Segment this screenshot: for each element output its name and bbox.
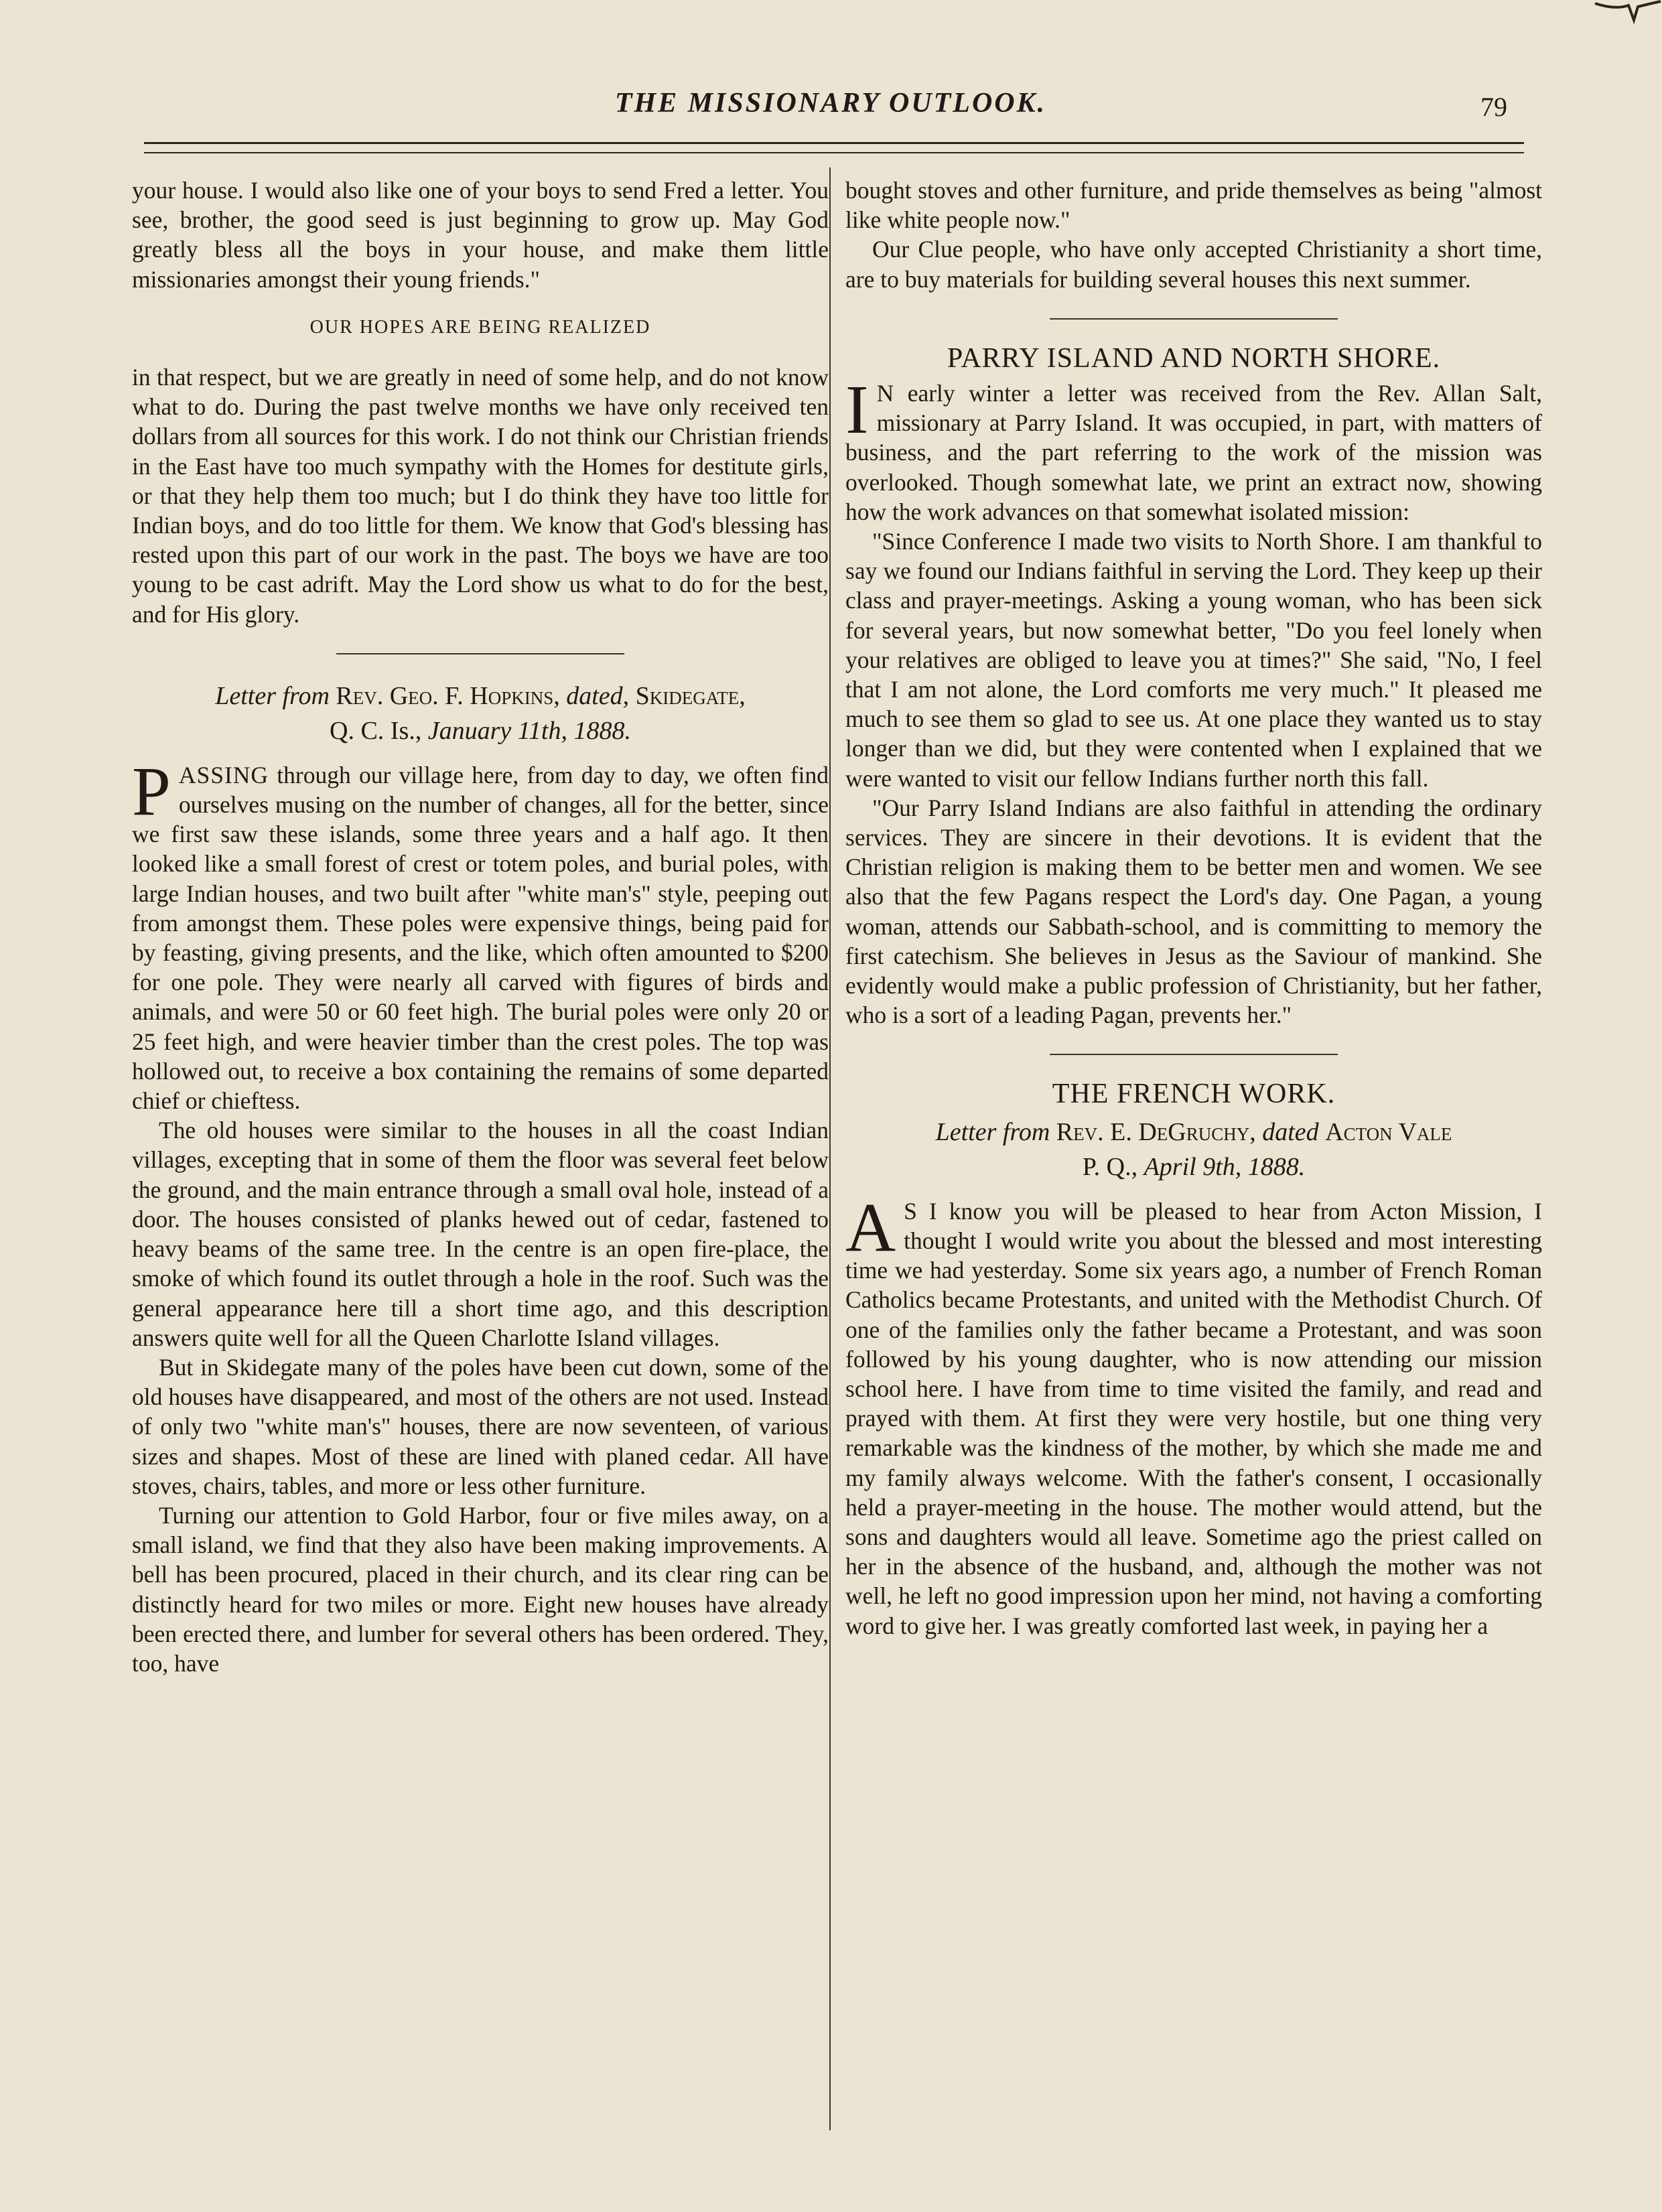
paragraph [845,1188,1542,1641]
paragraph-text: N early winter a letter was received from the Rev. Allan Salt, missionary at Parry Island. It was occupied, in part, with matters of business, and the part referring to the work of the mission was overlooked. Though somewhat late, we print an extract now, showing how the work advances on that somewhat isolated mission: [845,380,1542,525]
column-divider [829,167,831,2130]
letter-heading [845,1115,1542,1184]
letter-place-2: P. Q., [1082,1152,1138,1181]
header-rule [144,142,1524,153]
paragraph: "Since Conference I made two visits to North Shore. I am thankful to say we found our Indians faithful in serving the Lord. They keep up their class and prayer-meetings. Asking a young woman, who has been sick for several years, but now somewhat better, "Do you feel lonely when your relatives are obliged to leave you at times?" She said, "No, I feel that I am not alone, the Lord comforts me very much." It pleased me much to see them so glad to see us. At one place they wanted us to stay longer than we did, but they were contented when I explained that we were wanted to visit our fellow Indians further north this fall. [845,528,1542,792]
letter-dated: dated, [566,681,630,710]
letter-prefix: Letter from [215,681,330,710]
letter-dated: dated [1262,1117,1319,1146]
section-rule [1050,1054,1338,1055]
corner-ink-mark [1582,0,1662,40]
paragraph: "Our Parry Island Indians are also faithful in attending the ordinary services. They are sincere in their devotions. It is evident that the Christian religion is making them to be better men and women. We see also that the few Pagans respect the Lord's day. One Pagan, a young woman, attends our Sabbath-school, and is committing to memory the first catechism. She believes in Jesus as the Saviour of mankind. She evidently would make a public profession of Christianity, but her father, who is a sort of a leading Pagan, prevents her." [845,794,1542,1029]
letter-place-2: Q. C. Is., [330,716,422,745]
letter-heading [132,679,829,748]
section-title: THE FRENCH WORK. [1052,1079,1336,1110]
page-number: 79 [1480,92,1507,122]
paragraph: your house. I would also like one of your boys to send Fred a letter. You see, brother, the good seed is just beginning to grow up. May God greatly bless all the boys in your house, and make them little missionaries amongst their young friends." [132,177,829,293]
paragraph: Turning our attention to Gold Harbor, four or five miles away, on a small island, we find that they also have been making improvements. A bell has been procured, placed in their church, and its clear ring can be distinctly heard for two miles or more. Eight new houses have already been erected there, and lumber for several others has been ordered. They, too, have [132,1501,829,1677]
paragraph-text: through our village here, from day to day, we often find ourselves musing on the number of changes, all for the better, since we first saw these islands, some three years and a half ago. It then looked like a small forest of crest or totem poles, and burial poles, with large Indian houses, and two built after "white man's" style, peeping out from amongst them. These poles were expensive things, being paid for by feasting, giving presents, and the like, which often amounted to $200 for one pole. They were nearly all carved with figures of birds and animals, and were 50 or 60 feet high. The burial poles were only 20 or 25 feet high, and were heavier timber than the crest poles. The top was hollowed out, to receive a box containing the remains of some departed chief or chieftess. [132,761,829,1115]
opening-caps: ASSING [178,761,269,788]
drop-cap: A [845,1188,896,1266]
paragraph: bought stoves and other furniture, and pride themselves as being "almost like white people now." [845,177,1542,234]
paragraph: Our Clue people, who have only accepted Christianity a short time, are to buy materials for building several houses this next summer. [845,236,1542,293]
letter-place: Acton Vale [1325,1117,1452,1146]
letter-author: Rev. E. DeGruchy, [1056,1117,1256,1146]
letter-place: Skidegate, [635,681,746,710]
section-rule [1050,318,1338,320]
section-rule [336,653,624,654]
section-title: PARRY ISLAND AND NORTH SHORE. [947,342,1441,374]
drop-cap: I [845,371,869,449]
letter-author: Rev. Geo. F. Hopkins, [336,681,560,710]
running-title: THE MISSIONARY OUTLOOK. [614,88,1047,119]
paragraph: But in Skidegate many of the poles have been cut down, some of the old houses have disappeared, and most of the others are not used. Instead of only two "white man's" houses, there are now seventeen, of various sizes and shapes. Most of these are lined with planed cedar. All have stoves, chairs, tables, and more or less other furniture. [132,1353,829,1499]
left-column [132,176,829,1678]
page-header [141,87,1521,141]
paragraph: The old houses were similar to the houses in all the coast Indian villages, excepting that in some of them the floor was several feet below the ground, and the main entrance through a small oval hole, instead of a door. The houses consisted of planks hewed out of cedar, fastened to heavy beams of the same tree. In the centre is an open fire-place, the smoke of which found its outlet through a hole in the roof. Such was the general appearance here till a short time ago, and this description answers quite well for all the Queen Charlotte Island villages. [132,1117,829,1351]
letter-prefix: Letter from [935,1117,1050,1146]
subheading: OUR HOPES ARE BEING REALIZED [309,316,651,338]
paragraph [132,752,829,1115]
paragraph: in that respect, but we are greatly in need of some help, and do not know what to do. During the past twelve months we have only received ten dollars from all sources for this work. I do not think our Christian friends in the East have too much sympathy with the Homes for destitute girls, or that they help them too much; but I do think they have too little for Indian boys, and do too little for them. We know that God's blessing has rested upon this part of our work in the past. The boys we have are too young to be cast adrift. May the Lord show us what to do for the best, and for His glory. [132,364,829,628]
paragraph-text: S I know you will be pleased to hear from Acton Mission, I thought I would write you about the blessed and most interesting time we had yesterday. Some six years ago, a number of French Roman Catholics became Protestants, and united with the Methodist Church. Of one of the families only the father became a Protestant, and was soon followed by his young daughter, who is now attending our mission school here. I have from time to time visited the family, and read and prayed with them. At first they were very hostile, but one thing very remarkable was the kindness of the mother, by which she made me and my family always welcome. With the father's consent, I occasionally held a prayer-meeting in the house. The mother would attend, but the sons and daughters would all leave. Sometime ago the priest called on her in the absence of the husband, and, although the mother was not well, he left no good impression upon her mind, not having a comforting word to give her. I was greatly comforted last week, in paying her a [845,1197,1542,1639]
letter-date: April 9th, 1888. [1144,1152,1306,1181]
drop-cap: P [132,752,171,830]
right-column [845,176,1542,1641]
letter-date: January 11th, 1888. [427,716,631,745]
paragraph [845,371,1542,527]
